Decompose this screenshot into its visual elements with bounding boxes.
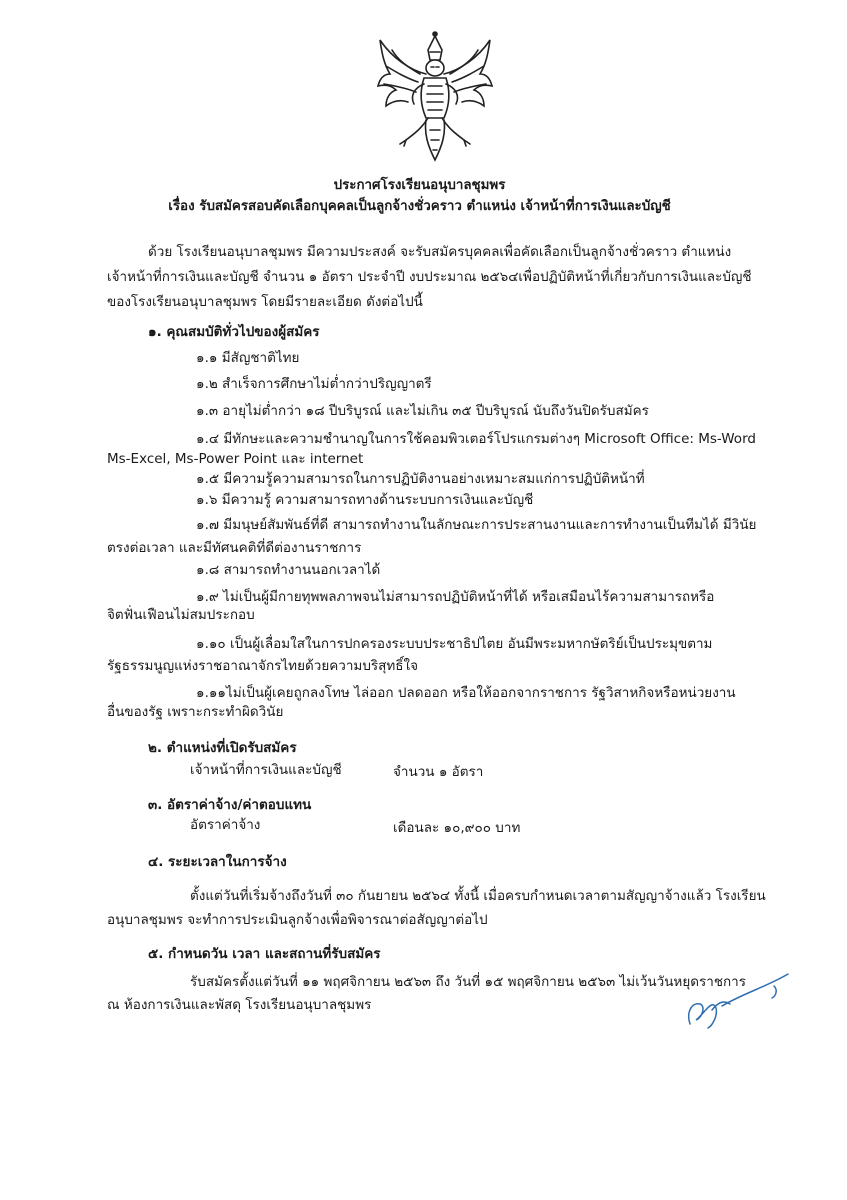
section1-item-continued: รัฐธรรมนูญแห่งราชอาณาจักรไทยด้วยความบริสุทธิ์ใจ [107,658,419,674]
section1-item: ๑.๑๑ไม่เป็นผู้เคยถูกลงโทษ ไล่ออก ปลดออก หรือให้ออกจากราชการ รัฐวิสาหกิจหรือหน่วยงาน [196,685,736,701]
section3-value: เดือนละ ๑๐,๙๐๐ บาท [393,820,521,836]
section1-item: ๑.๗ มีมนุษย์สัมพันธ์ที่ดี สามารถทำงานในลักษณะการประสานงานและการทำงานเป็นทีมได้ มีวินัย [196,517,757,533]
section1-item-continued: Ms-Excel, Ms-Power Point และ internet [107,451,364,467]
section1-item-continued: อื่นของรัฐ เพราะกระทำผิดวินัย [107,704,284,720]
section4-line: อนุบาลชุมพร จะทำการประเมินลูกจ้างเพื่อพิจารณาต่อสัญญาต่อไป [107,912,488,928]
section1-item: ๑.๙ ไม่เป็นผู้มีกายทุพพลภาพจนไม่สามารถปฏิบัติหน้าที่ได้ หรือเสมือนไร้ความสามารถหรือ [196,589,715,605]
section1-item-continued: จิตฟั่นเฟือนไม่สมประกอบ [107,607,255,623]
section1-item: ๑.๒ สำเร็จการศึกษาไม่ต่ำกว่าปริญญาตรี [196,376,432,392]
section4-line: ตั้งแต่วันที่เริ่มจ้างถึงวันที่ ๓๐ กันยายน ๒๕๖๔ ทั้งนี้ เมื่อครบกำหนดเวลาตามสัญญาจ้างแล้ว โรงเรียน [190,888,766,904]
section2-count: จำนวน ๑ อัตรา [393,764,484,780]
section3-label: อัตราค่าจ้าง [190,817,261,833]
section1-item: ๑.๔ มีทักษะและความชำนาญในการใช้คอมพิวเตอร์โปรแกรมต่างๆ Microsoft Office: Ms-Word [196,431,756,447]
section1-item: ๑.๖ มีความรู้ ความสามารถทางด้านระบบการเงินและบัญชี [196,492,534,508]
section5-line: รับสมัครตั้งแต่วันที่ ๑๑ พฤศจิกายน ๒๕๖๓ ถึง วันที่ ๑๕ พฤศจิกายน ๒๕๖๓ ไม่เว้นวันหยุดราชการ [190,974,747,990]
garuda-emblem-icon [370,30,500,165]
section3-heading: ๓. อัตราค่าจ้าง/ค่าตอบแทน [148,797,312,813]
announcement-title: ประกาศโรงเรียนอนุบาลชุมพร [333,177,506,193]
intro-line-3: ของโรงเรียนอนุบาลชุมพร โดยมีรายละเอียด ดังต่อไปนี้ [107,294,423,310]
section1-item: ๑.๑๐ เป็นผู้เลื่อมใสในการปกครองระบบประชาธิปไตย อันมีพระมหากษัตริย์เป็นประมุขตาม [196,636,713,652]
announcement-subject: เรื่อง รับสมัครสอบคัดเลือกบุคคลเป็นลูกจ้างชั่วคราว ตำแหน่ง เจ้าหน้าที่การเงินและบัญชี [168,198,671,214]
section1-item: ๑.๓ อายุไม่ต่ำกว่า ๑๘ ปีบริบูรณ์ และไม่เกิน ๓๕ ปีบริบูรณ์ นับถึงวันปิดรับสมัคร [196,403,649,419]
section5-heading: ๕. กำหนดวัน เวลา และสถานที่รับสมัคร [148,946,381,962]
intro-line-1: ด้วย โรงเรียนอนุบาลชุมพร มีความประสงค์ จะรับสมัครบุคคลเพื่อคัดเลือกเป็นลูกจ้างชั่วคราว ตำแหน่ง [148,244,732,260]
section1-item: ๑.๘ สามารถทำงานนอกเวลาได้ [196,562,381,578]
intro-line-2: เจ้าหน้าที่การเงินและบัญชี จำนวน ๑ อัตรา ประจำปี งบประมาณ ๒๕๖๔เพื่อปฏิบัติหน้าที่เกี่ยวกับการเงินและบัญชี [107,269,752,285]
section1-heading: ๑. คุณสมบัติทั่วไปของผู้สมัคร [148,324,320,340]
section4-heading: ๔. ระยะเวลาในการจ้าง [148,854,287,870]
section2-heading: ๒. ตำแหน่งที่เปิดรับสมัคร [148,740,297,756]
section1-item-continued: ตรงต่อเวลา และมีทัศนคติที่ดีต่องานราชการ [107,540,362,556]
section1-item: ๑.๑ มีสัญชาติไทย [196,350,300,366]
section5-line: ณ ห้องการเงินและพัสดุ โรงเรียนอนุบาลชุมพร [107,997,372,1013]
section2-position: เจ้าหน้าที่การเงินและบัญชี [190,762,342,778]
handwritten-signature-icon [682,968,794,1034]
section1-item: ๑.๕ มีความรู้ความสามารถในการปฏิบัติงานอย่างเหมาะสมแก่การปฏิบัติหน้าที่ [196,471,645,487]
